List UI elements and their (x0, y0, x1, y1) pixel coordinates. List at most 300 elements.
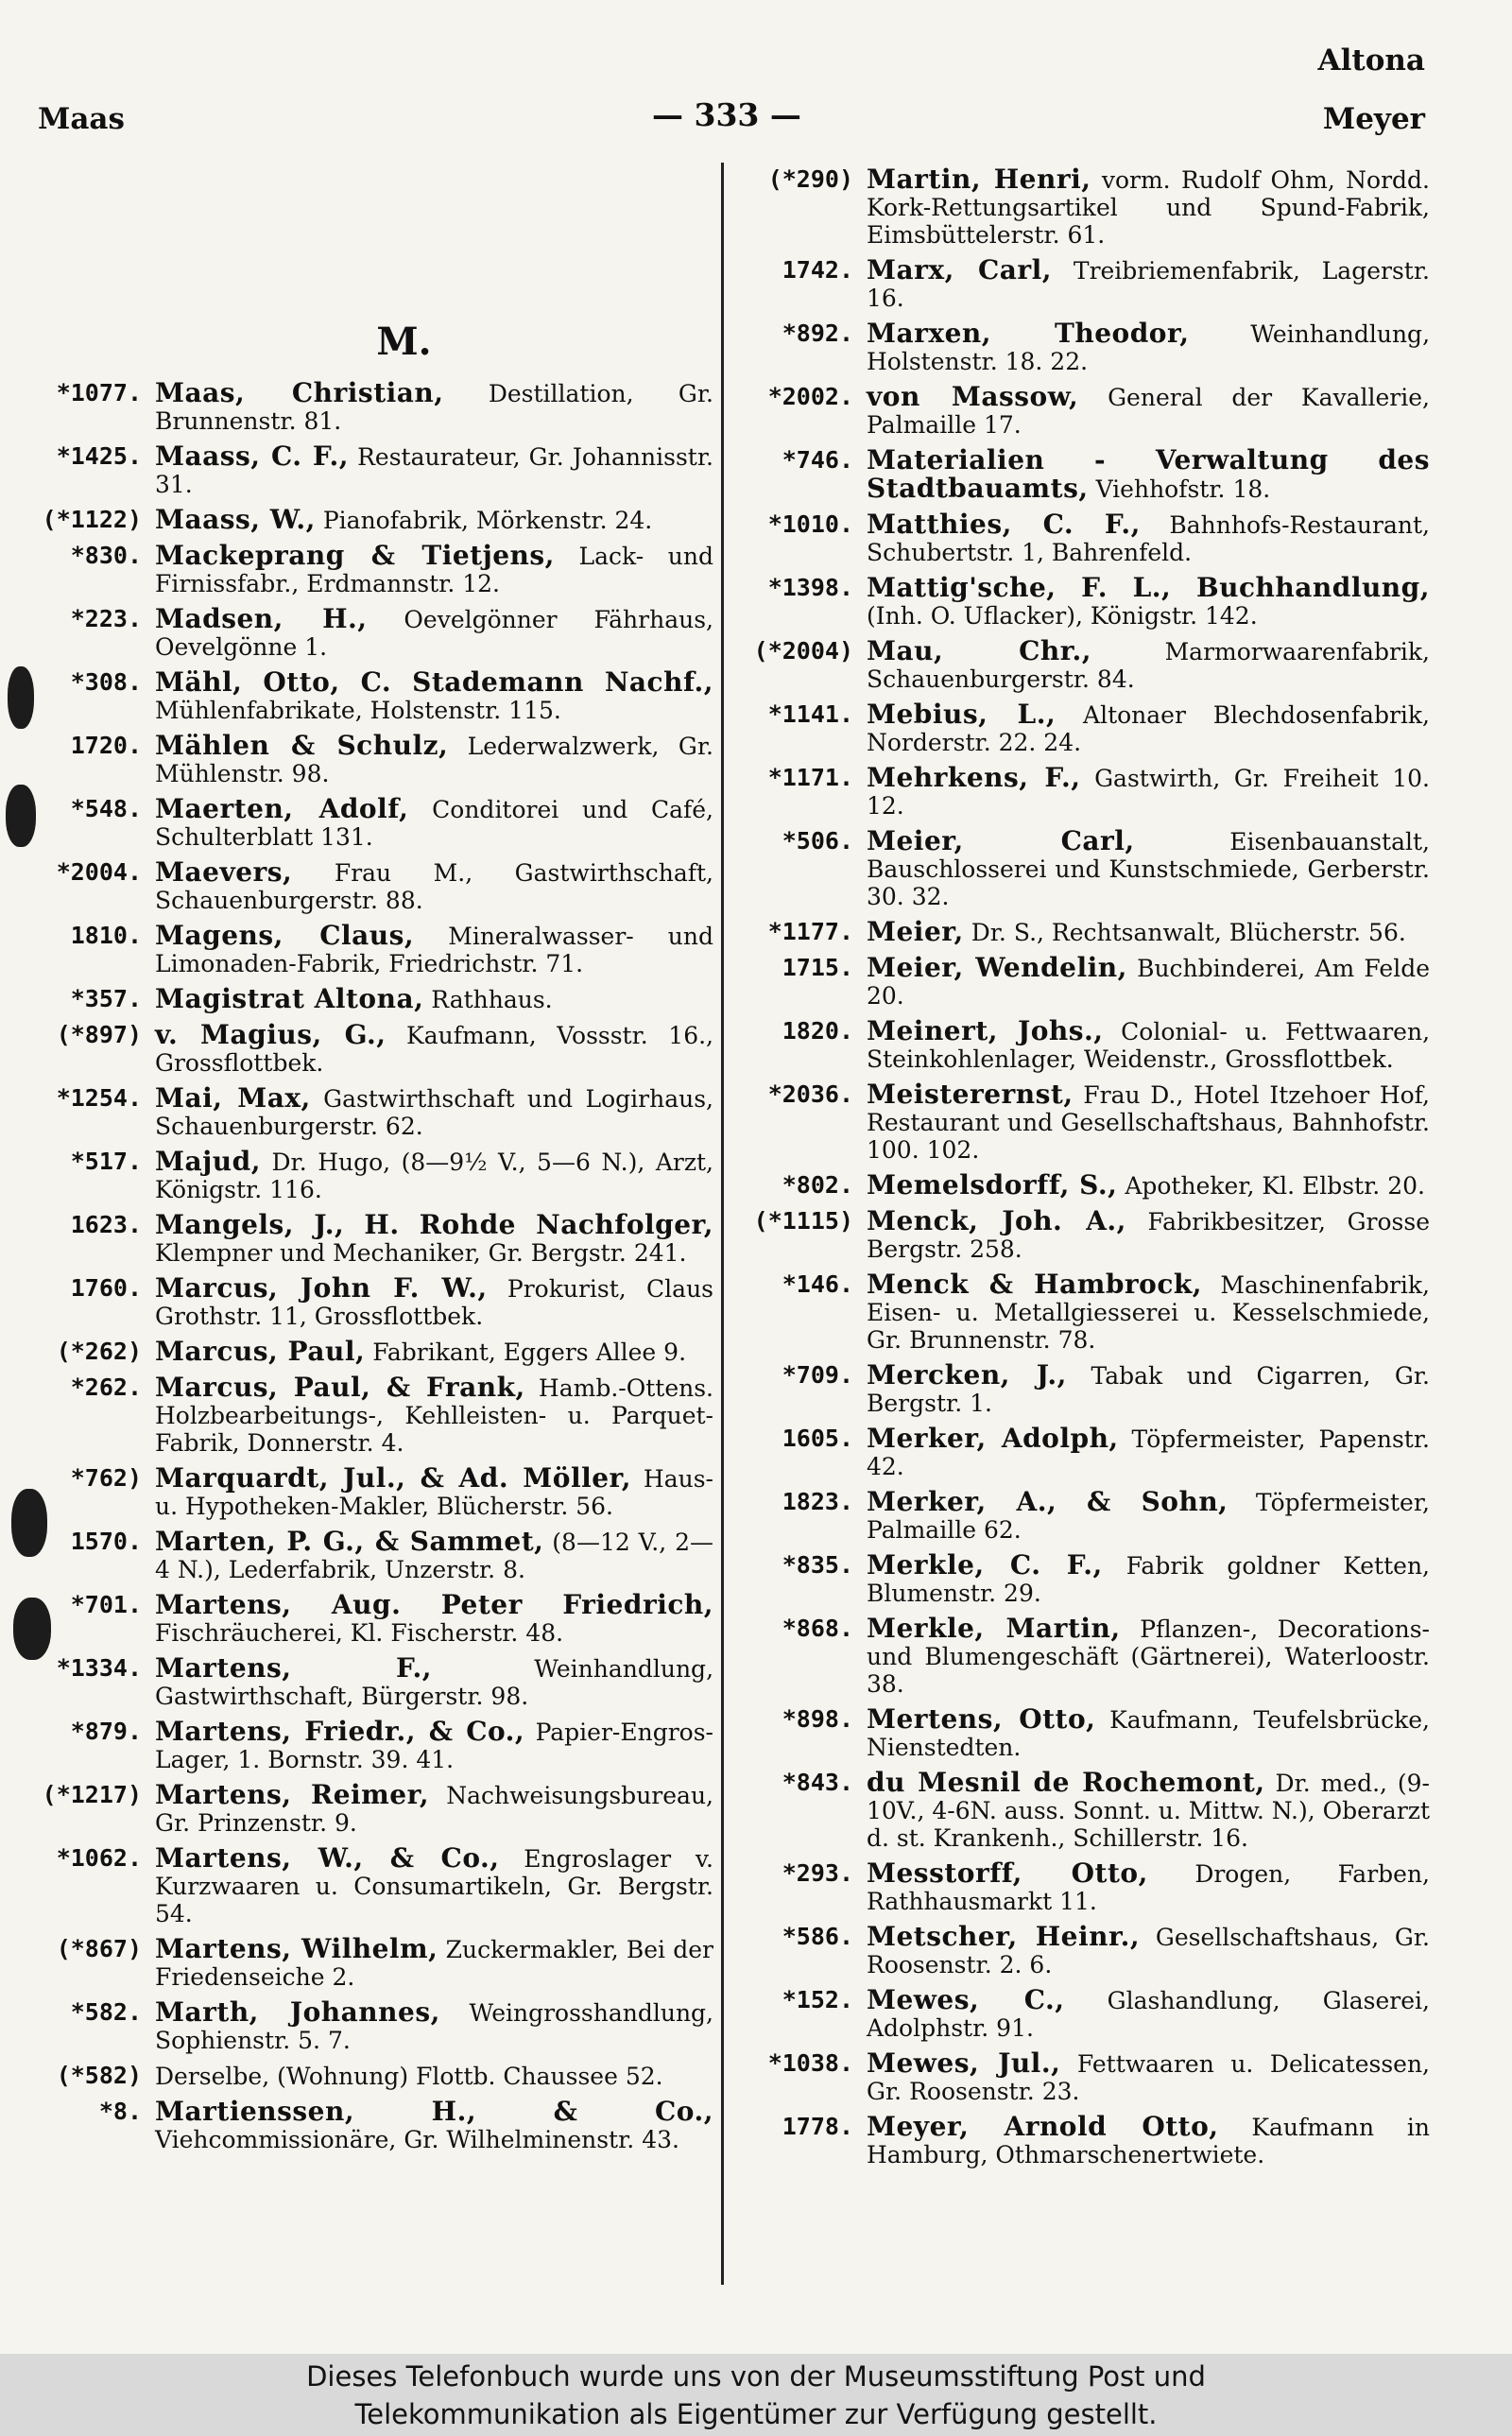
right-entry-list (740, 165, 1430, 2168)
footer-line-2: Telekommunikation als Eigentümer zur Verfügung gestellt. (354, 2397, 1158, 2430)
entry-details: Altonaer Blechdosenfabrik, Norderstr. 22. 24. (867, 701, 1430, 756)
page-smudge-1 (8, 666, 34, 729)
entry-details: Frau D., Hotel Itzehoer Hof, Restaurant und Gesellschaftshaus, Bahnhofstr. 100. 102. (867, 1081, 1430, 1164)
phone-number: *843. (782, 1769, 853, 1796)
phone-number: 1605. (782, 1425, 853, 1452)
entry-text (867, 1361, 1430, 1417)
phone-number: *506. (782, 827, 853, 855)
entry-name: Menck, Joh. A., (867, 1205, 1126, 1236)
footer-line-1: Dieses Telefonbuch wurde uns von der Museumsstiftung Post und (306, 2359, 1206, 2393)
phone-number: 1623. (70, 1211, 142, 1238)
header-first-name: Maas (38, 102, 125, 136)
entry-details: Kaufmann in Hamburg, Othmarschenertwiete. (867, 2114, 1430, 2168)
entry-details: Kaufmann, Teufelsbrücke, Nienstedten. (867, 1706, 1430, 1761)
entry-name: Maerten, Adolf, (155, 793, 409, 824)
entry-details: Drogen, Farben, Rathhausmarkt 11. (867, 1860, 1430, 1915)
entry-text (155, 1844, 713, 1927)
directory-entry (28, 1528, 713, 1583)
directory-entry (28, 732, 713, 787)
directory-entry (740, 1207, 1430, 1263)
entry-name: Marten, P. G., & Sammet, (155, 1526, 544, 1557)
entry-details: Lederwalzwerk, Gr. Mühlenstr. 98. (155, 733, 713, 787)
phone-number: *2036. (767, 1080, 853, 1108)
entry-text (867, 256, 1430, 312)
entry-text (155, 1338, 713, 1366)
entry-text (155, 1211, 713, 1267)
entry-name: Maas, Christian, (155, 377, 444, 408)
directory-entry (28, 1998, 713, 2054)
directory-entry (740, 446, 1430, 503)
directory-entry (740, 1615, 1430, 1698)
entry-name: Mehrkens, F., (867, 762, 1081, 793)
entry-name: Martin, Henri, (867, 164, 1091, 195)
entry-name: Meinert, Johs., (867, 1015, 1104, 1046)
entry-details: (8—12 V., 2—4 N.), Lederfabrik, Unzerstr. 8. (155, 1529, 713, 1583)
entry-details: vorm. Rudolf Ohm, Nordd. Kork-Rettungsartikel und Spund-Fabrik, Eimsbüttelerstr. 61. (867, 166, 1430, 249)
phone-number: *1038. (767, 2049, 853, 2077)
entry-text (155, 2062, 713, 2090)
directory-entry (740, 1017, 1430, 1073)
phone-number: *1062. (56, 1844, 142, 1872)
entry-name: Marxen, Theodor, (867, 318, 1190, 349)
entry-details: Apotheker, Kl. Elbstr. 20. (1125, 1172, 1425, 1200)
entry-name: Mackeprang & Tietjens, (155, 540, 555, 571)
entry-text (867, 637, 1430, 693)
phone-number: *1177. (767, 918, 853, 945)
directory-entry (28, 1591, 713, 1647)
entry-text (155, 442, 713, 498)
directory-entry (28, 542, 713, 597)
entry-details: Fabrikant, Eggers Allee 9. (372, 1339, 687, 1366)
entry-name: Martienssen, H., & Co., (155, 2096, 713, 2127)
directory-entry (28, 922, 713, 977)
entry-text (155, 795, 713, 851)
entry-text (867, 1705, 1430, 1761)
phone-number: *2002. (767, 383, 853, 410)
page-smudge-2 (6, 785, 36, 847)
phone-number: *146. (782, 1270, 853, 1298)
entry-text (155, 1528, 713, 1583)
directory-entry (28, 1084, 713, 1140)
entry-name: Mau, Chr., (867, 635, 1091, 666)
phone-number: 1742. (782, 256, 853, 284)
entry-details: Zuckermakler, Bei der Friedenseiche 2. (155, 1936, 713, 1991)
entry-text (155, 1148, 713, 1203)
page-number: — 333 — (652, 96, 801, 133)
entry-details: Restaurateur, Gr. Johannisstr. 31. (155, 443, 713, 498)
entry-details: (Inh. O. Uflacker), Königstr. 142. (867, 602, 1258, 630)
entry-name: Magens, Claus, (155, 920, 415, 951)
phone-number: *582. (70, 1998, 142, 2026)
phone-number: *586. (782, 1923, 853, 1950)
right-column (740, 165, 1430, 2176)
phone-number: (*2004) (753, 637, 853, 665)
entry-text (155, 858, 713, 914)
phone-number: *308. (70, 668, 142, 696)
entry-details: Dr. S., Rechtsanwalt, Blücherstr. 56. (971, 919, 1406, 946)
phone-number: *1010. (767, 510, 853, 538)
entry-details: Hamb.-Ottens. Holzbearbeitungs-, Kehlleisten- u. Parquet-Fabrik, Donnerstr. 4. (155, 1374, 713, 1457)
entry-details: Viehhofstr. 18. (1095, 475, 1271, 503)
entry-name: du Mesnil de Rochemont, (867, 1767, 1265, 1798)
directory-entry (28, 985, 713, 1013)
entry-name: Mewes, C., (867, 1984, 1065, 2015)
entry-text (867, 1615, 1430, 1698)
entry-name: Martens, W., & Co., (155, 1842, 500, 1874)
entry-text (867, 1080, 1430, 1164)
entry-text (155, 1781, 713, 1837)
entry-details: Mineralwasser- und Limonaden-Fabrik, Friedrichstr. 71. (155, 923, 713, 977)
left-entry-list (28, 379, 713, 2153)
entry-details: Glashandlung, Glaserei, Adolphstr. 91. (867, 1987, 1430, 2042)
phone-number: *517. (70, 1148, 142, 1175)
entry-name: Martens, Reimer, (155, 1779, 430, 1810)
entry-text (155, 2098, 713, 2153)
entry-text (867, 918, 1430, 946)
entry-details: Gastwirthschaft und Logirhaus, Schauenburgerstr. 62. (155, 1085, 713, 1140)
section-letter: M. (376, 320, 432, 364)
entry-name: Merker, Adolph, (867, 1423, 1119, 1454)
entry-text (867, 1171, 1430, 1200)
entry-text (867, 1270, 1430, 1354)
phone-number: *548. (70, 795, 142, 822)
phone-number: (*262) (56, 1338, 142, 1365)
entry-name: Madsen, H., (155, 603, 368, 634)
entry-details: Pflanzen-, Decorations- und Blumengeschäft (Gärtnerei), Waterloostr. 38. (867, 1615, 1430, 1698)
entry-details: Marmorwaarenfabrik, Schauenburgerstr. 84. (867, 638, 1430, 693)
phone-number: *1254. (56, 1084, 142, 1112)
entry-name: Mangels, J., H. Rohde Nachfolger, (155, 1209, 713, 1240)
entry-details: Klempner und Mechaniker, Gr. Bergstr. 241. (155, 1239, 687, 1267)
entry-details: Derselbe, (Wohnung) Flottb. Chaussee 52. (155, 2063, 663, 2090)
entry-text (867, 446, 1430, 503)
entry-text (155, 922, 713, 977)
directory-entry (740, 510, 1430, 566)
entry-name: Magistrat Altona, (155, 983, 424, 1014)
phone-number: *762) (70, 1464, 142, 1492)
directory-entry (740, 574, 1430, 630)
entry-name: Mattig'sche, F. L., Buchhandlung, (867, 572, 1430, 603)
entry-text (867, 827, 1430, 910)
phone-number: *898. (782, 1705, 853, 1733)
directory-entry (28, 1148, 713, 1203)
entry-name: Mai, Max, (155, 1082, 311, 1114)
entry-text (155, 1274, 713, 1330)
entry-details: Destillation, Gr. Brunnenstr. 81. (155, 380, 713, 435)
entry-name: Mähl, Otto, C. Stademann Nachf., (155, 666, 713, 698)
phone-number: *709. (782, 1361, 853, 1389)
entry-name: Marcus, John F. W., (155, 1272, 488, 1304)
phone-number: *2004. (56, 858, 142, 886)
entry-text (867, 1207, 1430, 1263)
entry-name: Martens, F., (155, 1652, 433, 1684)
phone-number: *868. (782, 1615, 853, 1642)
directory-entry (740, 637, 1430, 693)
entry-name: Messtorff, Otto, (867, 1857, 1148, 1889)
phone-number: (*897) (56, 1021, 142, 1048)
entry-text (155, 542, 713, 597)
entry-name: Maass, C. F., (155, 441, 349, 472)
phone-number: *1077. (56, 379, 142, 406)
phone-number: *357. (70, 985, 142, 1012)
directory-entry (28, 379, 713, 435)
entry-text (155, 1464, 713, 1520)
phone-number: 1720. (70, 732, 142, 759)
directory-entry (28, 795, 713, 851)
entry-text (867, 2049, 1430, 2105)
entry-text (867, 954, 1430, 1010)
entry-name: Martens, Wilhelm, (155, 1933, 438, 1964)
entry-details: Viehcommissionäre, Gr. Wilhelminenstr. 43. (155, 2126, 679, 2153)
phone-number: (*867) (56, 1935, 142, 1962)
directory-entry (740, 1270, 1430, 1354)
entry-name: Menck & Hambrock, (867, 1269, 1203, 1300)
phone-number: (*290) (767, 165, 853, 193)
directory-entry (28, 605, 713, 661)
phone-number: 1570. (70, 1528, 142, 1555)
directory-entry (740, 764, 1430, 820)
footer-notice (0, 2354, 1512, 2436)
directory-entry (28, 2062, 713, 2090)
entry-text (155, 732, 713, 787)
entry-details: Engroslager v. Kurzwaaren u. Consumartikeln, Gr. Bergstr. 54. (155, 1845, 713, 1927)
page-smudge-3 (11, 1489, 47, 1557)
phone-number: *1425. (56, 442, 142, 470)
entry-text (867, 1425, 1430, 1480)
phone-number: *892. (782, 320, 853, 347)
directory-entry (740, 1986, 1430, 2042)
entry-details: Fettwaaren u. Delicatessen, Gr. Roosenstr. 23. (867, 2050, 1430, 2105)
entry-details: Tabak und Cigarren, Gr. Bergstr. 1. (867, 1362, 1431, 1417)
directory-entry (28, 1781, 713, 1837)
directory-entry (28, 1718, 713, 1773)
entry-text (867, 2113, 1430, 2168)
entry-text (867, 1017, 1430, 1073)
directory-entry (28, 1654, 713, 1710)
entry-name: Mewes, Jul., (867, 2047, 1061, 2079)
phone-number: *223. (70, 605, 142, 632)
directory-entry (740, 383, 1430, 439)
directory-entry (740, 1551, 1430, 1607)
directory-entry (28, 1464, 713, 1520)
phone-number: *701. (70, 1591, 142, 1618)
phone-number: *879. (70, 1718, 142, 1745)
directory-entry (740, 256, 1430, 312)
entry-name: Maevers, (155, 856, 293, 888)
phone-number: *835. (782, 1551, 853, 1579)
entry-details: Maschinenfabrik, Eisen- u. Metallgiesserei u. Kesselschmiede, Gr. Brunnenstr. 78. (867, 1271, 1430, 1354)
entry-details: Gesellschaftshaus, Gr. Roosenstr. 2. 6. (867, 1924, 1430, 1978)
entry-details: Fischräucherei, Kl. Fischerstr. 48. (155, 1619, 564, 1647)
entry-details: Nachweisungsbureau, Gr. Prinzenstr. 9. (155, 1782, 713, 1837)
entry-details: Colonial- u. Fettwaaren, Steinkohlenlager, Weidenstr., Grossflottbek. (867, 1018, 1431, 1073)
phone-number: (*1217) (42, 1781, 142, 1808)
phone-number: *1141. (767, 700, 853, 728)
entry-details: Fabrikbesitzer, Grosse Bergstr. 258. (867, 1208, 1430, 1263)
entry-name: Merkle, C. F., (867, 1549, 1103, 1581)
directory-entry (28, 1373, 713, 1457)
directory-entry (740, 1425, 1430, 1480)
directory-entry (28, 668, 713, 724)
entry-details: Haus- u. Hypotheken-Makler, Blücherstr. 56. (155, 1465, 713, 1520)
entry-name: Marquardt, Jul., & Ad. Möller, (155, 1462, 632, 1494)
directory-entry (740, 165, 1430, 249)
phone-number: 1760. (70, 1274, 142, 1302)
entry-details: Rathhaus. (431, 986, 553, 1013)
entry-text (867, 510, 1430, 566)
directory-entry (28, 1211, 713, 1267)
directory-entry (28, 858, 713, 914)
phone-number: *830. (70, 542, 142, 569)
entry-details: Papier-Engros-Lager, 1. Bornstr. 39. 41. (155, 1719, 713, 1773)
entry-name: Meier, (867, 916, 964, 947)
directory-entry (28, 1935, 713, 1991)
entry-name: Memelsdorff, S., (867, 1169, 1118, 1201)
entry-name: Mertens, Otto, (867, 1703, 1096, 1735)
entry-text (155, 1084, 713, 1140)
phone-number: 1823. (782, 1488, 853, 1515)
directory-entry (28, 442, 713, 498)
entry-details: Buchbinderei, Am Felde 20. (867, 955, 1431, 1010)
entry-details: Fabrik goldner Ketten, Blumenstr. 29. (867, 1552, 1430, 1607)
phone-number: *1398. (767, 574, 853, 601)
entry-name: Meier, Carl, (867, 825, 1135, 856)
entry-text (155, 668, 713, 724)
phone-number: *293. (782, 1859, 853, 1887)
directory-entry (740, 827, 1430, 910)
entry-text (867, 383, 1430, 439)
directory-entry (28, 506, 713, 534)
phone-number: *1171. (767, 764, 853, 791)
entry-text (155, 985, 713, 1013)
phone-number: *152. (782, 1986, 853, 2013)
entry-text (155, 1935, 713, 1991)
entry-details: Mühlenfabrikate, Holstenstr. 115. (155, 697, 561, 724)
entry-name: Marx, Carl, (867, 254, 1053, 285)
directory-entry (740, 1705, 1430, 1761)
entry-text (155, 1591, 713, 1647)
directory-entry (740, 1361, 1430, 1417)
entry-text (867, 764, 1430, 820)
directory-entry (28, 1844, 713, 1927)
entry-details: Weinhandlung, Gastwirthschaft, Bürgerstr. 98. (155, 1655, 714, 1710)
entry-text (155, 605, 713, 661)
entry-name: Mercken, J., (867, 1359, 1067, 1391)
left-column (28, 165, 713, 2161)
phone-number: (*1115) (753, 1207, 853, 1235)
page-smudge-4 (13, 1598, 51, 1660)
entry-name: Marcus, Paul, (155, 1336, 366, 1367)
entry-name: Martens, Friedr., & Co., (155, 1716, 525, 1747)
entry-text (155, 1021, 713, 1077)
entry-name: Meyer, Arnold Otto, (867, 2111, 1219, 2142)
directory-entry (740, 1488, 1430, 1544)
entry-text (867, 1986, 1430, 2042)
entry-text (155, 379, 713, 435)
directory-entry (740, 2049, 1430, 2105)
entry-details: Töpfermeister, Papenstr. 42. (867, 1425, 1430, 1480)
entry-name: Mebius, L., (867, 699, 1057, 730)
directory-entry (740, 1171, 1430, 1200)
phone-number: 1715. (782, 954, 853, 981)
entry-details: Lack- und Firnissfabr., Erdmannstr. 12. (155, 543, 713, 597)
entry-text (867, 320, 1430, 375)
entry-details: Prokurist, Claus Grothstr. 11, Grossflottbek. (155, 1275, 713, 1330)
entry-details: Dr. Hugo, (8—9½ V., 5—6 N.), Arzt, Königstr. 116. (155, 1149, 713, 1203)
entry-text (867, 165, 1430, 249)
entry-name: von Massow, (867, 381, 1079, 412)
entry-text (155, 506, 713, 534)
header-location: Altona (1317, 43, 1425, 78)
entry-details: Töpfermeister, Palmaille 62. (867, 1489, 1431, 1544)
entry-text (867, 1488, 1430, 1544)
entry-text (867, 1923, 1430, 1978)
phone-number: (*1122) (42, 506, 142, 533)
column-divider (721, 163, 724, 2285)
directory-entry (28, 1021, 713, 1077)
entry-text (867, 1769, 1430, 1852)
directory-entry (740, 700, 1430, 756)
entry-name: Materialien - Verwaltung des Stadtbauamts, (867, 444, 1430, 504)
directory-entry (740, 1923, 1430, 1978)
entry-details: Weingrosshandlung, Sophienstr. 5. 7. (155, 1999, 714, 2054)
entry-name: Merker, A., & Sohn, (867, 1486, 1228, 1517)
entry-name: v. Magius, G., (155, 1019, 387, 1050)
phone-number: 1820. (782, 1017, 853, 1045)
entry-name: Matthies, C. F., (867, 509, 1141, 540)
phone-number: 1810. (70, 922, 142, 949)
phone-number: *8. (98, 2098, 142, 2125)
entry-details: Kaufmann, Vossstr. 16., Grossflottbek. (155, 1022, 713, 1077)
directory-entry (740, 954, 1430, 1010)
phone-number: (*582) (56, 2062, 142, 2089)
entry-name: Marth, Johannes, (155, 1996, 440, 2028)
entry-name: Mählen & Schulz, (155, 730, 449, 761)
directory-entry (28, 2098, 713, 2153)
entry-details: General der Kavallerie, Palmaille 17. (867, 384, 1430, 439)
entry-details: Treibriemenfabrik, Lagerstr. 16. (867, 257, 1430, 312)
directory-entry (28, 1274, 713, 1330)
entry-details: Gastwirth, Gr. Freiheit 10. 12. (867, 765, 1430, 820)
entry-name: Marcus, Paul, & Frank, (155, 1372, 525, 1403)
directory-entry (740, 1080, 1430, 1164)
entry-name: Metscher, Heinr., (867, 1921, 1141, 1952)
entry-details: Oevelgönner Fährhaus, Oevelgönne 1. (155, 606, 713, 661)
entry-name: Majud, (155, 1146, 261, 1177)
header-last-name: Meyer (1322, 102, 1425, 136)
directory-entry (740, 1859, 1430, 1915)
directory-entry (740, 918, 1430, 946)
entry-text (155, 1654, 713, 1710)
phone-number: *746. (782, 446, 853, 474)
entry-text (867, 1551, 1430, 1607)
phone-number: *1334. (56, 1654, 142, 1682)
directory-entry (740, 1769, 1430, 1852)
phone-number: *262. (70, 1373, 142, 1401)
entry-text (155, 1998, 713, 2054)
entry-details: Frau M., Gastwirthschaft, Schauenburgerstr. 88. (155, 859, 714, 914)
entry-name: Maass, W., (155, 504, 316, 535)
directory-entry (740, 2113, 1430, 2168)
entry-details: Weinhandlung, Holstenstr. 18. 22. (867, 320, 1431, 375)
entry-details: Pianofabrik, Mörkenstr. 24. (322, 507, 653, 534)
entry-name: Meisterernst, (867, 1079, 1074, 1110)
entry-text (867, 574, 1430, 630)
entry-name: Meier, Wendelin, (867, 952, 1127, 983)
phone-number: 1778. (782, 2113, 853, 2140)
entry-details: Conditorei und Café, Schulterblatt 131. (155, 796, 713, 851)
entry-details: Bahnhofs-Restaurant, Schubertstr. 1, Bahrenfeld. (867, 511, 1430, 566)
